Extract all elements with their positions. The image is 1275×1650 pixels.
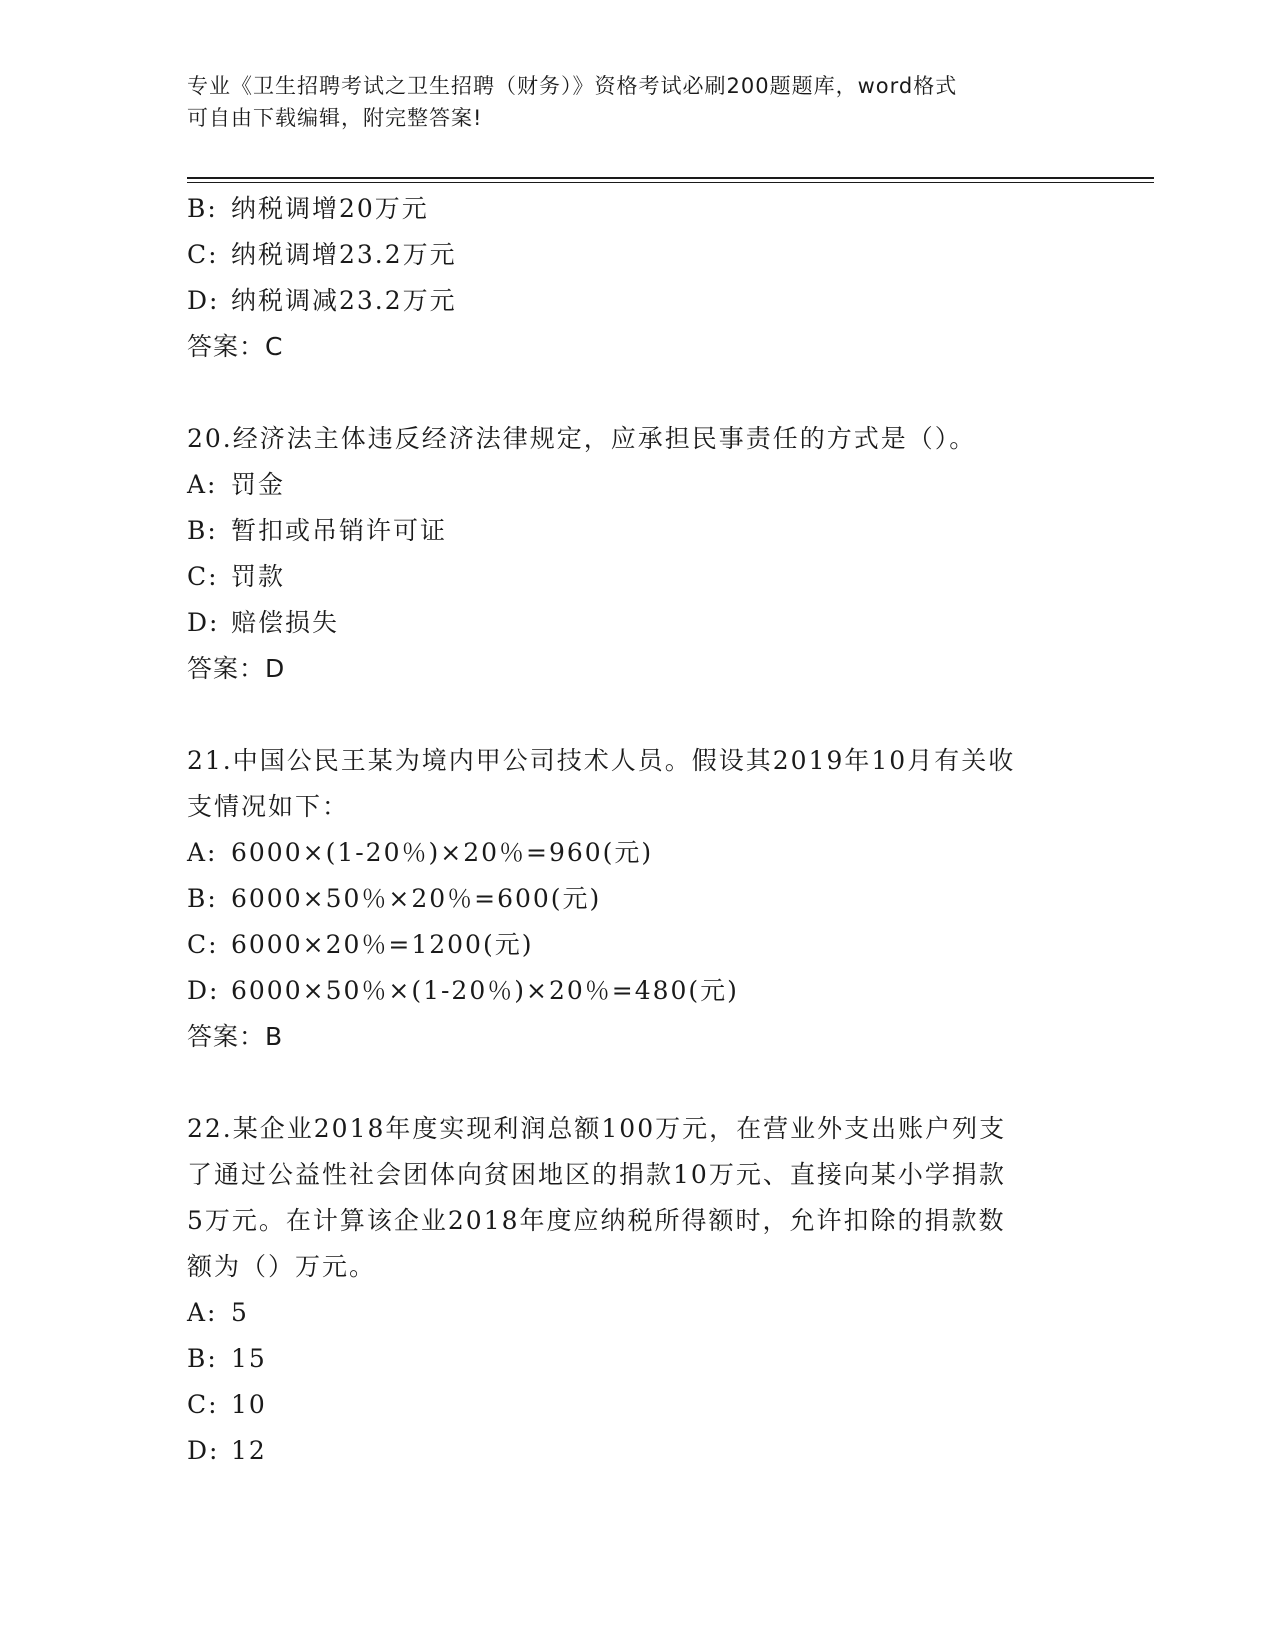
option-d: D: 12 xyxy=(187,1436,267,1465)
question-22 xyxy=(187,1106,1087,1474)
question-stem-line-1: 22.某企业2018年度实现利润总额100万元，在营业外支出账户列支 xyxy=(187,1114,1007,1143)
answer-line: 答案：C xyxy=(187,332,284,361)
question-stem: 20.经济法主体违反经济法律规定，应承担民事责任的方式是（）。 xyxy=(187,424,977,453)
option-b: B: 纳税调增20万元 xyxy=(187,194,429,223)
option-a: A: 6000×(1-20％)×20％=960(元) xyxy=(187,838,654,867)
option-a: A: 5 xyxy=(187,1298,249,1327)
option-d: D: 赔偿损失 xyxy=(187,608,340,637)
option-b: B: 15 xyxy=(187,1344,267,1373)
option-c: C: 纳税调增23.2万元 xyxy=(187,240,457,269)
answer-line: 答案：B xyxy=(187,1022,284,1051)
header-divider-thin xyxy=(187,182,1154,183)
spacer xyxy=(187,692,1087,738)
spacer xyxy=(187,1060,1087,1106)
header-divider-thick xyxy=(187,177,1154,179)
answer-line: 答案：D xyxy=(187,654,286,683)
question-stem-line-1: 21.中国公民王某为境内甲公司技术人员。假设其2019年10月有关收 xyxy=(187,746,1016,775)
question-19-tail xyxy=(187,186,1087,370)
question-20 xyxy=(187,416,1087,692)
question-21 xyxy=(187,738,1087,1060)
page-header xyxy=(187,70,1067,134)
option-c: C: 10 xyxy=(187,1390,267,1419)
header-title-line-1: 专业《卫生招聘考试之卫生招聘（财务）》资格考试必刷200题题库，word格式 xyxy=(187,74,958,98)
question-stem-line-3: 5万元。在计算该企业2018年度应纳税所得额时，允许扣除的捐款数 xyxy=(187,1206,1006,1235)
question-content xyxy=(187,186,1087,1474)
option-d: D: 6000×50％×(1-20％)×20％=480(元) xyxy=(187,976,739,1005)
option-b: B: 6000×50％×20％=600(元) xyxy=(187,884,602,913)
option-c: C: 6000×20％=1200(元) xyxy=(187,930,534,959)
option-b: B: 暂扣或吊销许可证 xyxy=(187,516,448,545)
header-title-line-2: 可自由下载编辑，附完整答案! xyxy=(187,106,483,130)
spacer xyxy=(187,370,1087,416)
option-c: C: 罚款 xyxy=(187,562,286,591)
question-stem-line-2: 支情况如下： xyxy=(187,792,350,821)
question-stem-line-2: 了通过公益性社会团体向贫困地区的捐款10万元、直接向某小学捐款 xyxy=(187,1160,1006,1189)
option-a: A: 罚金 xyxy=(187,470,286,499)
question-stem-line-4: 额为（）万元。 xyxy=(187,1252,377,1281)
option-d: D: 纳税调减23.2万元 xyxy=(187,286,457,315)
